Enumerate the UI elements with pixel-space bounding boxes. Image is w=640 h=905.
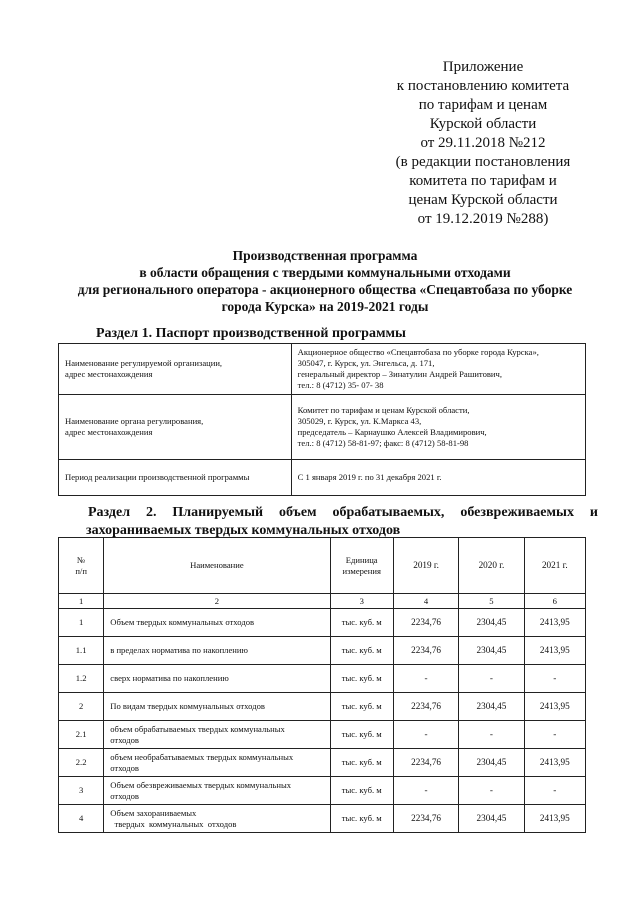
document-title	[30, 247, 620, 315]
row-num: 2	[59, 693, 104, 721]
row-value-2020: -	[459, 777, 524, 805]
section2-heading	[88, 504, 598, 540]
row-value-2019: -	[393, 777, 458, 805]
header-num	[59, 538, 104, 594]
row-name	[104, 749, 330, 777]
appendix-line: от 29.11.2018 №212	[420, 135, 546, 151]
volume-table	[58, 537, 586, 833]
text-line: Период реализации производственной программы	[65, 472, 250, 482]
table-row	[59, 777, 586, 805]
row-num: 2.1	[59, 721, 104, 749]
text-line: Акционерное общество «Спецавтобаза по уборке города Курска»,	[297, 347, 539, 357]
text-line: тел.: 8 (4712) 58-81-97; факс: 8 (4712) 58-81-98	[297, 438, 469, 448]
row-value-2021: 2413,95	[524, 749, 585, 777]
row-value-2019: -	[393, 665, 458, 693]
text-line: По видам твердых коммунальных отходов	[110, 701, 265, 712]
text-line: адрес местонахождения	[65, 369, 153, 379]
text-line: сверх норматива по накоплению	[110, 673, 229, 684]
row-value-2020: 2304,45	[459, 693, 524, 721]
heading-word: 2.	[145, 505, 157, 520]
passport-row	[59, 395, 586, 460]
text-line: №	[77, 555, 86, 565]
text-line: объем необрабатываемых твердых коммунальных	[110, 752, 294, 762]
title-line: города Курска» на 2019-2021 годы	[221, 299, 429, 314]
row-value-2020: 2304,45	[459, 805, 524, 833]
row-unit: тыс. куб. м	[330, 721, 393, 749]
row-value-2019: 2234,76	[393, 805, 458, 833]
appendix-line: к постановлению комитета	[396, 78, 570, 94]
table-row	[59, 749, 586, 777]
section1-heading: Раздел 1. Паспорт производственной программы	[96, 326, 406, 341]
row-num: 4	[59, 805, 104, 833]
passport-row	[59, 344, 586, 395]
text-line: в пределах норматива по накоплению	[110, 645, 248, 656]
text-line: Наименование регулируемой организации,	[65, 358, 223, 368]
text-line: Комитет по тарифам и ценам Курской области,	[297, 405, 470, 415]
appendix-line: ценам Курской области	[408, 192, 558, 208]
row-value-2020: 2304,45	[459, 637, 524, 665]
index-cell: 4	[393, 594, 458, 609]
passport-key	[59, 460, 292, 496]
row-unit: тыс. куб. м	[330, 749, 393, 777]
passport-row	[59, 460, 586, 496]
text-line: Наименование органа регулирования,	[65, 416, 204, 426]
passport-key	[59, 344, 292, 395]
row-name	[104, 805, 330, 833]
row-value-2019: 2234,76	[393, 609, 458, 637]
table-index-row	[59, 594, 586, 609]
heading-word: объем	[279, 505, 317, 520]
passport-value	[291, 460, 585, 496]
row-num: 1.1	[59, 637, 104, 665]
row-unit: тыс. куб. м	[330, 637, 393, 665]
row-value-2020: 2304,45	[459, 749, 524, 777]
row-num: 2.2	[59, 749, 104, 777]
passport-value	[291, 395, 585, 460]
row-value-2021: 2413,95	[524, 805, 585, 833]
passport-table	[58, 343, 586, 496]
heading-word: обезвреживаемых	[460, 505, 574, 520]
row-value-2021: 2413,95	[524, 693, 585, 721]
text-line: Объем обезвреживаемых твердых коммунальных	[110, 780, 292, 790]
row-value-2019: 2234,76	[393, 637, 458, 665]
table-row	[59, 637, 586, 665]
text-line: п/п	[75, 565, 87, 576]
row-value-2021: 2413,95	[524, 609, 585, 637]
text-line: генеральный директор – Зинатулин Андрей Рашитович,	[297, 369, 502, 379]
table-row	[59, 721, 586, 749]
appendix-line: комитета по тарифам и	[409, 173, 557, 189]
row-value-2019: 2234,76	[393, 749, 458, 777]
heading-word: Планируемый	[172, 505, 264, 520]
row-name	[104, 609, 330, 637]
text-line: твердых коммунальных отходов	[110, 818, 237, 829]
text-line: С 1 января 2019 г. по 31 декабря 2021 г.	[297, 472, 442, 482]
table-row	[59, 665, 586, 693]
row-value-2021: -	[524, 721, 585, 749]
row-value-2020: -	[459, 721, 524, 749]
passport-key	[59, 395, 292, 460]
index-cell: 5	[459, 594, 524, 609]
row-num: 3	[59, 777, 104, 805]
heading-word: Раздел	[88, 505, 131, 520]
index-cell: 6	[524, 594, 585, 609]
title-line: Производственная программа	[232, 248, 418, 263]
row-value-2020: 2304,45	[459, 609, 524, 637]
heading-word: обрабатываемых,	[332, 505, 445, 520]
text-line: тел.: 8 (4712) 35- 07- 38	[297, 380, 384, 390]
row-name	[104, 693, 330, 721]
row-num: 1	[59, 609, 104, 637]
header-year-2019: 2019 г.	[393, 538, 458, 594]
text-line: 305029, г. Курск, ул. К.Маркса 43,	[297, 416, 422, 426]
row-value-2021: -	[524, 665, 585, 693]
text-line: измерения	[342, 565, 381, 576]
text-line: отходов	[110, 790, 139, 801]
row-unit: тыс. куб. м	[330, 777, 393, 805]
passport-value	[291, 344, 585, 395]
header-unit	[330, 538, 393, 594]
index-cell: 2	[104, 594, 330, 609]
section2-heading-line	[88, 504, 598, 522]
text-line: адрес местонахождения	[65, 427, 153, 437]
row-value-2021: -	[524, 777, 585, 805]
text-line: 305047, г. Курск, ул. Энгельса, д. 171,	[297, 358, 435, 368]
row-name	[104, 777, 330, 805]
appendix-line: Приложение	[442, 59, 524, 75]
row-value-2020: -	[459, 665, 524, 693]
row-num: 1.2	[59, 665, 104, 693]
text-line: Единица	[345, 555, 378, 565]
row-unit: тыс. куб. м	[330, 609, 393, 637]
row-value-2019: 2234,76	[393, 693, 458, 721]
row-unit: тыс. куб. м	[330, 805, 393, 833]
text-line: Объем твердых коммунальных отходов	[110, 617, 255, 628]
row-unit: тыс. куб. м	[330, 693, 393, 721]
header-year-2020: 2020 г.	[459, 538, 524, 594]
text-line: объем обрабатываемых твердых коммунальных	[110, 724, 285, 734]
row-unit: тыс. куб. м	[330, 665, 393, 693]
row-name	[104, 665, 330, 693]
heading-word: и	[589, 505, 598, 520]
appendix-line: по тарифам и ценам	[418, 97, 548, 113]
title-line: в области обращения с твердыми коммунальными отходами	[139, 265, 511, 280]
table-row	[59, 805, 586, 833]
row-value-2019: -	[393, 721, 458, 749]
row-name	[104, 637, 330, 665]
index-cell: 3	[330, 594, 393, 609]
appendix-line: от 19.12.2019 №288)	[417, 211, 549, 227]
row-name	[104, 721, 330, 749]
header-year-2021: 2021 г.	[524, 538, 585, 594]
index-cell: 1	[59, 594, 104, 609]
header-name: Наименование	[104, 538, 330, 594]
row-value-2021: 2413,95	[524, 637, 585, 665]
text-line: отходов	[110, 762, 139, 773]
appendix-line: (в редакции постановления	[395, 154, 571, 170]
table-row	[59, 609, 586, 637]
table-row	[59, 693, 586, 721]
text-line: Объем захораниваемых	[110, 808, 197, 818]
appendix-line: Курской области	[429, 116, 537, 132]
appendix-block	[368, 58, 598, 229]
section2-heading-line: захораниваемых твердых коммунальных отходов	[86, 523, 401, 538]
table-header-row	[59, 538, 586, 594]
text-line: отходов	[110, 734, 139, 745]
text-line: председатель – Карнаушко Алексей Владимирович,	[297, 427, 487, 437]
title-line: для регионального оператора - акционерного общества «Спецавтобаза по уборке	[77, 282, 573, 297]
